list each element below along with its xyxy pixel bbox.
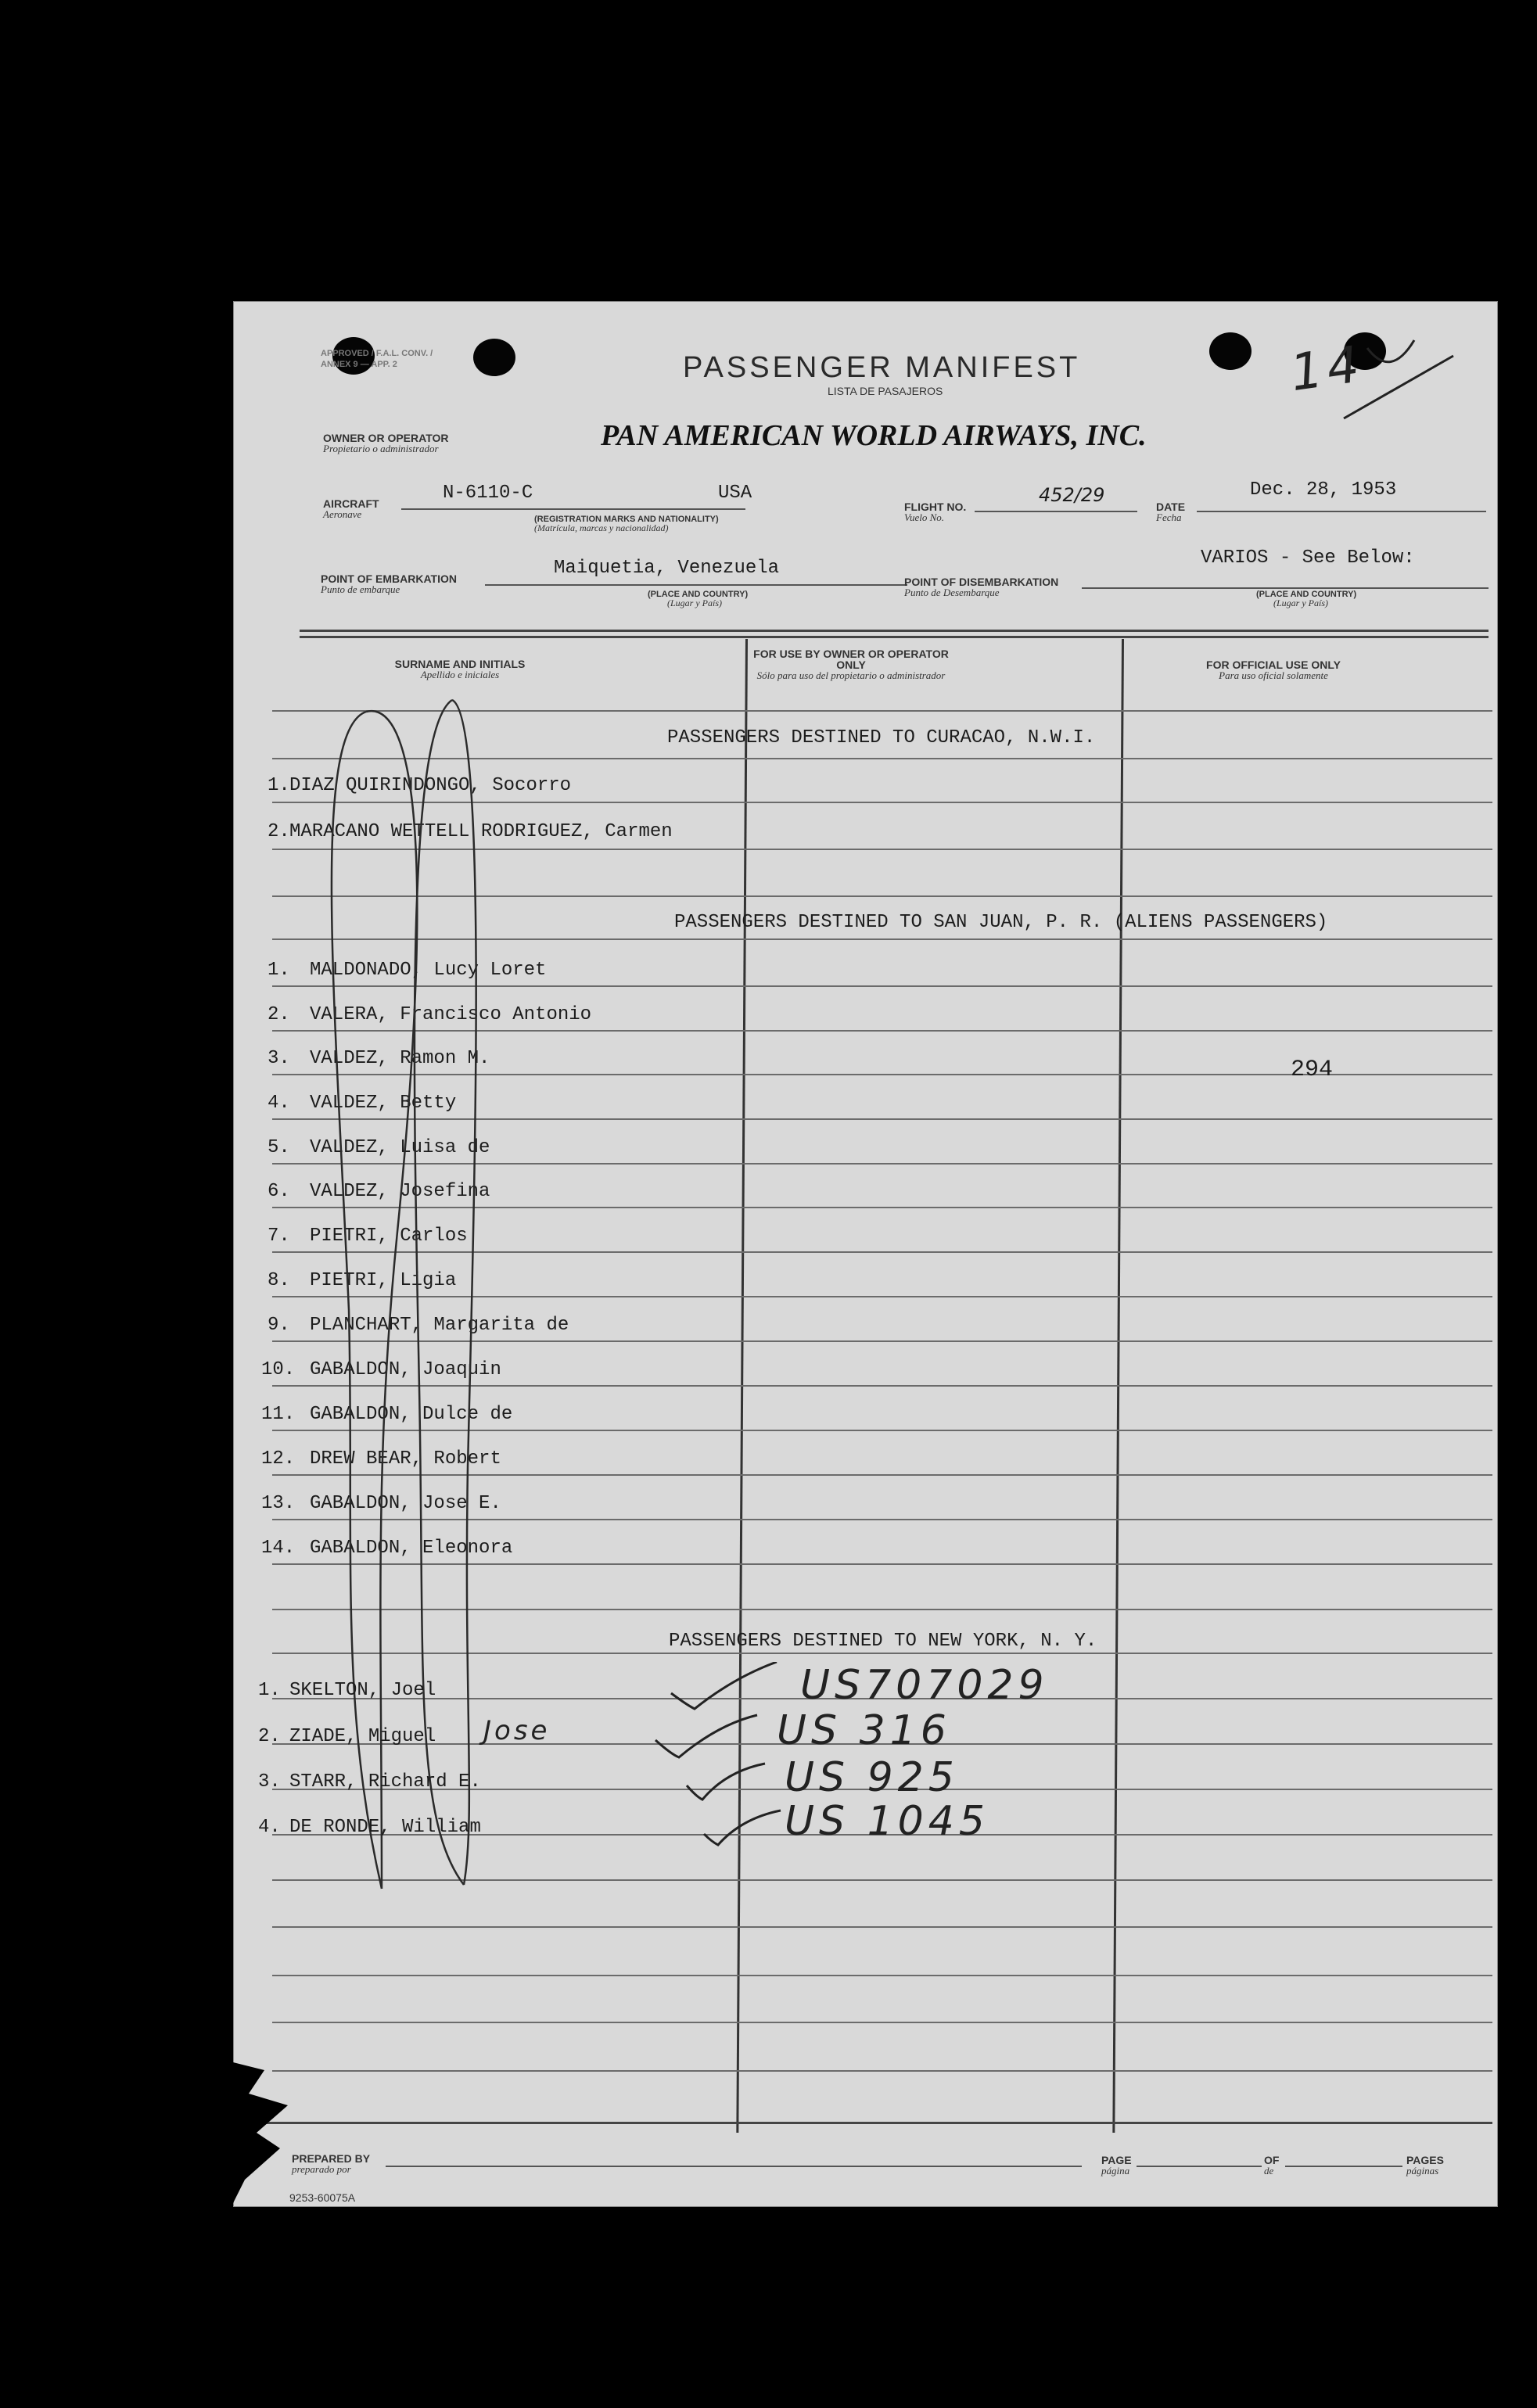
pages-label: PAGES bbox=[1406, 2154, 1444, 2166]
punch-hole bbox=[473, 339, 515, 376]
form-number: 9253-60075A bbox=[289, 2191, 356, 2204]
passenger-name: DE RONDE, William bbox=[289, 1817, 481, 1838]
passenger-number: 7. bbox=[268, 1226, 290, 1247]
col-header-surname bbox=[300, 659, 620, 680]
passenger-number: 10. bbox=[261, 1359, 296, 1380]
col-header-owner-use bbox=[749, 648, 953, 680]
date-label: DATE bbox=[1156, 501, 1186, 513]
owner-label: OWNER OR OPERATOR bbox=[323, 432, 449, 444]
col-official-use-label: FOR OFFICIAL USE ONLY bbox=[1206, 659, 1341, 671]
of-label: OF bbox=[1264, 2154, 1280, 2166]
passenger-name: STARR, Richard E. bbox=[289, 1771, 481, 1793]
passenger-number: 11. bbox=[261, 1404, 296, 1425]
passenger-number: 5. bbox=[268, 1137, 290, 1158]
embarkation-label: POINT OF EMBARKATION bbox=[321, 572, 457, 585]
embarkation-caption-es: (Lugar y País) bbox=[667, 598, 722, 608]
aircraft-nationality: USA bbox=[718, 483, 752, 504]
group-heading-new-york: PASSENGERS DESTINED TO NEW YORK, N. Y. bbox=[669, 1631, 1097, 1652]
group-heading-san-juan: PASSENGERS DESTINED TO SAN JUAN, P. R. (ALIENS PASSENGERS) bbox=[674, 912, 1328, 933]
disembarkation-label: POINT OF DISEMBARKATION bbox=[904, 576, 1059, 588]
page-subtitle: LISTA DE PASAJEROS bbox=[828, 385, 943, 397]
ruled-line bbox=[272, 2070, 1492, 2072]
passenger-name: PIETRI, Carlos bbox=[310, 1226, 468, 1247]
header-rule-bottom bbox=[300, 636, 1489, 638]
passenger-number: 2. bbox=[268, 1004, 290, 1025]
aircraft-label: AIRCRAFT bbox=[323, 497, 379, 510]
page-line bbox=[1137, 2166, 1262, 2167]
passenger-number: 9. bbox=[268, 1315, 290, 1336]
handwritten-check-stroke bbox=[1336, 332, 1469, 426]
passenger-name: PIETRI, Ligia bbox=[310, 1270, 457, 1291]
passenger-name: ZIADE, Miguel bbox=[289, 1726, 436, 1747]
passenger-name: GABALDON, Joaquin bbox=[310, 1359, 501, 1380]
disembarkation-value: VARIOS - See Below: bbox=[1201, 547, 1415, 569]
passenger-number: 4. bbox=[258, 1817, 281, 1838]
ruled-line bbox=[272, 2022, 1492, 2023]
disembarkation-caption: (PLACE AND COUNTRY) bbox=[1256, 590, 1357, 599]
aircraft-registration: N-6110-C bbox=[443, 483, 533, 504]
passenger-name: VALDEZ, Betty bbox=[310, 1093, 457, 1114]
passenger-name: VALDEZ, Josefina bbox=[310, 1181, 490, 1202]
passenger-number: 14. bbox=[261, 1538, 296, 1559]
pages-label-es: páginas bbox=[1406, 2165, 1439, 2177]
col-surname-label-es: Apellido e iniciales bbox=[420, 669, 500, 680]
prepared-by-label-es: preparado por bbox=[292, 2163, 351, 2175]
group-heading-curacao: PASSENGERS DESTINED TO CURACAO, N.W.I. bbox=[667, 727, 1096, 748]
passenger-number: 4. bbox=[268, 1093, 290, 1114]
passenger-name: VALDEZ, Luisa de bbox=[310, 1137, 490, 1158]
airline-name: PAN AMERICAN WORLD AIRWAYS, INC. bbox=[601, 419, 1147, 452]
passenger-number: 8. bbox=[268, 1270, 290, 1291]
of-label-es: de bbox=[1264, 2165, 1274, 2177]
passenger-number: 1. bbox=[268, 960, 290, 981]
owner-use-passport-note: US707029 bbox=[800, 1662, 1049, 1709]
embarkation-line bbox=[485, 584, 907, 586]
disembarkation-caption-es: (Lugar y País) bbox=[1273, 598, 1328, 608]
passenger-name: GABALDON, Dulce de bbox=[310, 1404, 513, 1425]
passenger-number: 12. bbox=[261, 1448, 296, 1470]
passenger-name: DIAZ QUIRINDONGO, Socorro bbox=[289, 775, 572, 796]
official-use-number: 294 bbox=[1291, 1057, 1334, 1083]
header-rule-top bbox=[300, 630, 1489, 632]
date-line bbox=[1197, 511, 1486, 512]
passenger-name: VALDEZ, Ramon M. bbox=[310, 1048, 490, 1069]
date-value: Dec. 28, 1953 bbox=[1250, 479, 1397, 501]
of-line bbox=[1285, 2166, 1402, 2167]
manifest-sheet bbox=[233, 301, 1498, 2207]
embarkation-caption: (PLACE AND COUNTRY) bbox=[648, 590, 749, 599]
aircraft-caption: (REGISTRATION MARKS AND NATIONALITY) bbox=[534, 515, 719, 524]
owner-use-passport-note: US 1045 bbox=[785, 1798, 989, 1845]
ruled-line bbox=[272, 1975, 1492, 1976]
aircraft-label-es: Aeronave bbox=[323, 508, 362, 520]
prepared-by-label: PREPARED BY bbox=[292, 2152, 371, 2165]
col-official-use-label-es: Para uso oficial solamente bbox=[1219, 669, 1328, 681]
passenger-number: 2. bbox=[258, 1726, 281, 1747]
passenger-name: VALERA, Francisco Antonio bbox=[310, 1004, 592, 1025]
passenger-name: SKELTON, Joel bbox=[289, 1680, 436, 1701]
passenger-name: DREW BEAR, Robert bbox=[310, 1448, 501, 1470]
prepared-by-line bbox=[386, 2166, 1082, 2167]
passenger-name: GABALDON, Eleonora bbox=[310, 1538, 513, 1559]
passenger-name: PLANCHART, Margarita de bbox=[310, 1315, 569, 1336]
passenger-name: MARACANO WETTELL RODRIGUEZ, Carmen bbox=[289, 821, 673, 842]
handwritten-name-suffix: Jose bbox=[483, 1715, 551, 1746]
passenger-number: 13. bbox=[261, 1493, 296, 1514]
owner-use-passport-note: US 925 bbox=[785, 1754, 959, 1801]
col-surname-label: SURNAME AND INITIALS bbox=[394, 658, 526, 670]
owner-label-es: Propietario o administrador bbox=[323, 443, 439, 454]
passenger-number: 6. bbox=[268, 1181, 290, 1202]
col-header-official-use bbox=[1133, 659, 1414, 680]
embarkation-value: Maiquetia, Venezuela bbox=[554, 558, 780, 579]
aircraft-caption-es: (Matrícula, marcas y nacionalidad) bbox=[534, 522, 669, 533]
passenger-name: GABALDON, Jose E. bbox=[310, 1493, 501, 1514]
passenger-number: 3. bbox=[268, 1048, 290, 1069]
ruled-line bbox=[272, 1926, 1492, 1928]
owner-use-passport-note: US 316 bbox=[777, 1707, 951, 1754]
page-label: PAGE bbox=[1101, 2154, 1132, 2166]
passenger-number: 1. bbox=[268, 775, 290, 796]
date-label-es: Fecha bbox=[1156, 511, 1182, 523]
aircraft-line bbox=[401, 508, 745, 510]
passenger-number: 3. bbox=[258, 1771, 281, 1793]
handwritten-bracket-loops bbox=[280, 684, 483, 1904]
torn-corner bbox=[233, 2062, 327, 2203]
footer-rule bbox=[264, 2122, 1492, 2124]
flight-line bbox=[975, 511, 1137, 512]
approval-stamp: APPROVED / F.A.L. CONV. / ANNEX 9 — APP. 2 bbox=[321, 349, 433, 369]
flight-label: FLIGHT NO. bbox=[904, 501, 967, 513]
punch-hole bbox=[1209, 332, 1252, 370]
page-label-es: página bbox=[1101, 2165, 1130, 2177]
flight-number: 452/29 bbox=[1039, 484, 1105, 506]
page-title: PASSENGER MANIFEST bbox=[683, 351, 1081, 384]
passenger-number: 1. bbox=[258, 1680, 281, 1701]
flight-label-es: Vuelo No. bbox=[904, 511, 945, 523]
disembarkation-label-es: Punto de Desembarque bbox=[904, 587, 1000, 598]
handwritten-check-marks bbox=[640, 1662, 796, 1850]
handwritten-page-mark: 14 bbox=[1287, 335, 1368, 404]
col-owner-use-label-es: Sólo para uso del propietario o administrador bbox=[756, 669, 946, 681]
col-owner-use-label: FOR USE BY OWNER OR OPERATOR ONLY bbox=[753, 648, 949, 671]
passenger-name: MALDONADO, Lucy Loret bbox=[310, 960, 547, 981]
passenger-number: 2. bbox=[268, 821, 290, 842]
embarkation-label-es: Punto de embarque bbox=[321, 583, 400, 595]
